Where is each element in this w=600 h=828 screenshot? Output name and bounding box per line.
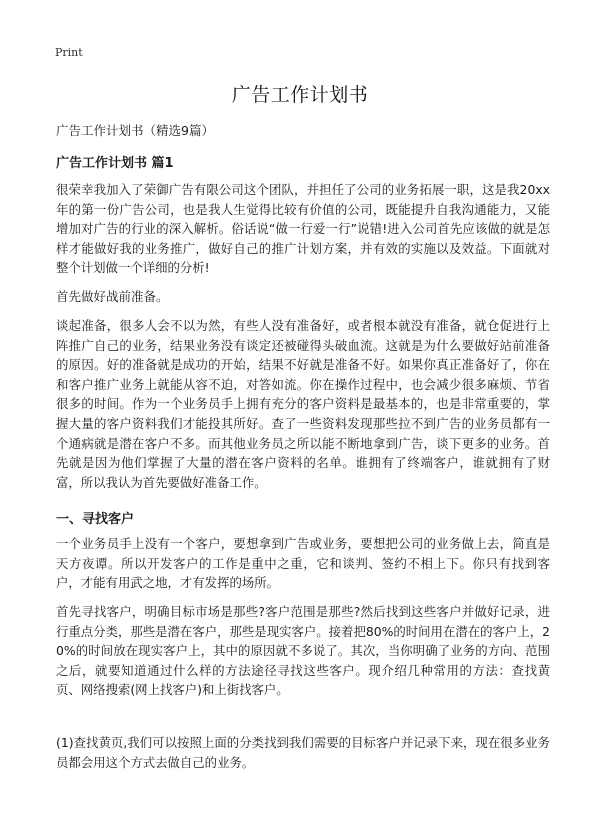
- paragraph-target-market: 首先寻找客户，明确目标市场是那些?客户范围是那些?然后找到这些客户并做好记录，进行重点分类，那些是潜在客户，那些是现实客户。接着把80%的时间用在潜在的客户上，20%的时间放在现实客户上，其中的原因就不多说了。其次，当你明确了业务的方向、范围之后，就要知道通过什么样的方法途径寻找这些客户。现介绍几种常用的方法：查找黄页、网络搜索(网上找客户)和上街找客户。: [56, 604, 550, 698]
- paragraph-yellow-pages: (1)查找黄页,我们可以按照上面的分类找到我们需要的目标客户并记录下来，现在很多业务员都会用这个方式去做自己的业务。: [56, 735, 550, 770]
- print-label: Print: [55, 46, 83, 59]
- paragraph-find-customers: 一个业务员手上没有一个客户，要想拿到广告或业务，要想把公司的业务做上去，简直是天方夜谭。所以开发客户的工作是重中之重，它和谈判、签约不相上下。你只有找到客户，才能有用武之地，才有发挥的场所。: [56, 536, 550, 591]
- document-title: 广告工作计划书: [231, 84, 369, 106]
- paragraph-preparation-detail: 谈起准备，很多人会不以为然，有些人没有准备好，或者根本就没有准备，就仓促进行上阵推广自己的业务，结果业务没有谈定还被碰得头破血流。这就是为什么要做好站前准备的原因。好的准备就是成功的开始，结果不好就是准备不好。如果你真正准备好了，你在和客户推广业务上就能从容不迫，对答如流。你在操作过程中，也会减少很多麻烦、节省很多的时间。作为一个业务员手上拥有充分的客户资料是最基本的，也是非常重要的，掌握大量的客户资料我们才能投其所好。查了一些资料发现那些拉不到广告的业务员都有一个通病就是潜在客户不多。而其他业务员之所以能不断地拿到广告，谈下更多的业务。首先就是因为他们掌握了大量的潜在客户资料的名单。谁拥有了终端客户，谁就拥有了财富，所以我认为首先要做好准备工作。: [56, 318, 550, 490]
- document-subtitle: 广告工作计划书（精选9篇）: [56, 123, 214, 138]
- paragraph-preparation: 首先做好战前准备。: [56, 289, 169, 304]
- paragraph-intro: 很荣幸我加入了荣御广告有限公司这个团队，并担任了公司的业务拓展一职，这是我20xx年的第一份广告公司，也是我人生觉得比较有价值的公司，既能提升自我沟通能力，又能增加对广告的行业的深入解析。俗话说“做一行爱一行”说错!进入公司首先应该做的就是怎样才能做好我的业务推广，做好自己的推广计划方案，并有效的实施以及效益。下面就对整个计划做一个详细的分析!: [56, 182, 550, 276]
- section-heading-find-customers: 一、寻找客户: [56, 512, 135, 527]
- section-heading-1: 广告工作计划书 篇1: [56, 156, 174, 171]
